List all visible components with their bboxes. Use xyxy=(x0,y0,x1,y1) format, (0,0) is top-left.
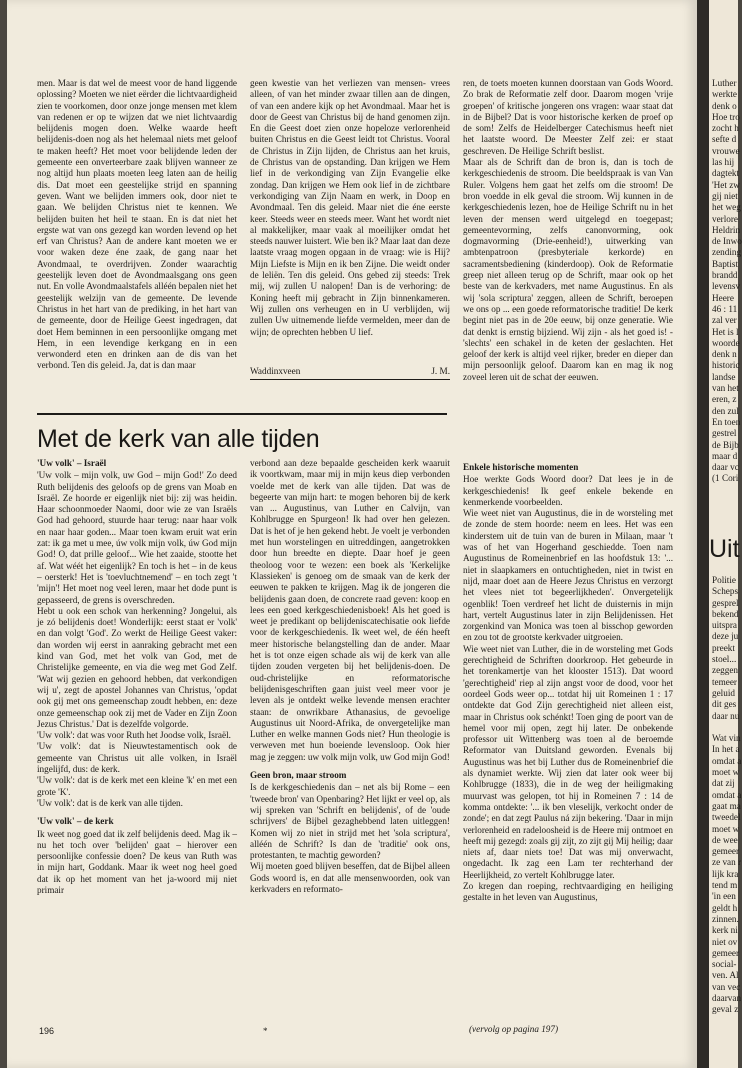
paragraph: 'Uw volk': dat is de kerk van alle tijden. xyxy=(37,797,183,808)
article-column-3 xyxy=(463,462,673,1017)
cropped-line: daar vc xyxy=(712,462,739,473)
cropped-line: geldt h xyxy=(712,902,738,913)
spacer xyxy=(250,763,450,770)
cropped-line: het weg xyxy=(712,202,741,213)
cropped-line: dat zij xyxy=(712,778,735,789)
cropped-line: zocht h xyxy=(712,123,739,134)
next-page-heading: Uit xyxy=(709,535,740,563)
cropped-line: maar d xyxy=(712,450,738,461)
cropped-line xyxy=(712,722,738,733)
paragraph: geen kwestie van het verliezen van mensen- vrees alleen, of van het minder zwaar tillen aan de dingen, of van een andere kijk op het Avondmaal. Maar het is door de Geest van Christus bij de hand genomen zijn. En die Geest doet zien onze hopeloze verlorenheid buiten Christus en die Geest leidt tot Christus. Vooral de Christus in Zijn lijden, de Christus aan het kruis, de Christus van de opstanding. Dan krijgen we Hem lief in de verkondiging van Zijn Evangelie elke zondag. Dan krijgen we Hem ook lief in de zichtbare verkondiging van Zijn Naam en werk, in Doop en Avondmaal. Ten dis geleid. Maar niet die éne eerste keer. Steeds weer en steeds meer. Want het wordt niet al makkelijker, maar vaak al moeilijker omdat het steeds nauwer luistert. Wie ben ik? Maar laat dan deze laatste vraag mogen opgaan in de vraag: wie is Hij? Mijn Liefste is Mijn en ik ben Zijne. Die weidt onder de leliën. Ten dis geleid. Ons gebed zij steeds: Trek mij, wij zullen U nalopen! Dan is de verhoring: de Koning heeft mij gebracht in Zijn binnenkameren. Wij zullen ons verheugen en in U verblijden, wij zullen Uw uitnemende liefde vermelden, meer dan de wijn; de oprechten hebben U lief. xyxy=(250,78,450,337)
cropped-line: deze ju xyxy=(712,631,739,642)
cropped-line: tend m xyxy=(712,880,738,891)
cropped-line: zal ver xyxy=(712,315,737,326)
cropped-line: denk n xyxy=(712,349,737,360)
cropped-line: social- xyxy=(712,959,737,970)
cropped-line: zending xyxy=(712,247,742,258)
cropped-line: Heldrin xyxy=(712,224,741,235)
cropped-line: landse xyxy=(712,371,736,382)
article-column-2 xyxy=(250,458,450,1013)
paragraph: Is de kerkgeschiedenis dan – net als bij Rome – een 'tweede bron' van Openbaring? Het lijkt er veel op, als wij spreken van 'Schrift en belijdenis', of de 'oude schrijvers' de Bijbel gezaghebbend laten uitleggen! Komen wij zo niet in strijd met het 'sola scriptura', alléén de Schrift? Is dan de 'traditie' ook ons, protestanten, te machtig geworden? xyxy=(250,782,450,861)
cropped-line: Politie xyxy=(712,575,736,585)
cropped-line: moet w xyxy=(712,823,740,834)
cropped-line: vrouwe xyxy=(712,145,740,156)
cropped-line: preekt xyxy=(712,642,735,653)
cropped-line: woorde xyxy=(712,337,740,348)
paragraph: Hoe werkte Gods Woord door? Dat lees je in de kerkgeschiedenis! Ik geef enkele bekende en kenmerkende voorbeelden. xyxy=(463,474,673,507)
cropped-line: stoel... xyxy=(712,654,737,665)
signature xyxy=(250,366,450,376)
cropped-line: lijk kra xyxy=(712,868,739,879)
paragraph: 'Uw volk': dat was voor Ruth het Joodse volk, Israël. xyxy=(37,730,231,741)
cropped-line: de wee xyxy=(712,834,738,845)
cropped-line: dagtekt xyxy=(712,168,740,179)
cropped-line: zeggen xyxy=(712,665,739,676)
page-gutter xyxy=(697,0,709,1068)
cropped-line: Baptist xyxy=(712,258,739,269)
cropped-line: historic xyxy=(712,360,740,371)
paragraph: 'Uw volk': dat is Nieuwtestamentisch ook de gemeente van Christus uit alle volken, in Israël ingelijfd, dus: de kerk. xyxy=(37,741,237,775)
cropped-line: omdat a xyxy=(712,755,742,766)
cropped-line: 'Het zw xyxy=(712,179,740,190)
cropped-line: van vec xyxy=(712,981,741,992)
cropped-line: Scheps xyxy=(712,586,739,597)
cropped-line: omdat a xyxy=(712,789,742,800)
paragraph: Maar als de Schrift dan de bron is, dan is toch de kerkgeschiedenis de stroom. Die beeldspraak is van Van Ruler. Volgens hem gaat het zelfs om die stroom! De bron voedde in elk geval die stroom. Wij kunnen in de kerkgeschiedenis lezen, hoe de Heilige Schrift nu in het leven der mensen werd uitgelegd en toegepast; gemeentevorming, zelfs canonvorming, ook dogmavorming (Drie-eenheid!), uitwerking van ambtenpatroon (presbyteriale kerkorde) en sacramentsbediening (kinderdoop). Ook de Reformatie greep niet alleen terug op de Schrift, maar ook op het beste van de kerkvaders, met name Augustinus. En als wij 'sola scriptura' zeggen, alleen de Schrift, beroepen we ons op ... een goede reformatorische traditie! De kerk begint niet pas in de 20e eeuw, bij onze generatie. Wie dat denkt is ernstig bijziend. Wij zijn - als het goed is! - 'slechts' een schakel in de keten der geslachten. Het geloof der kerk is altijd veel rijker, breder en dieper dan mijn persoonlijk geloof. Daarom kan en mag ik nog zoveel leren uit de schat der eeuwen. xyxy=(463,157,673,382)
signature-initials: J. M. xyxy=(431,366,450,376)
top-column-3 xyxy=(463,78,673,455)
cropped-line: Luther xyxy=(712,78,737,88)
cropped-line: geval z xyxy=(712,1004,739,1015)
cropped-line: denk o xyxy=(712,100,737,111)
cropped-line: bekend xyxy=(712,608,739,619)
article-column-1 xyxy=(37,458,237,1013)
cropped-line: moet w xyxy=(712,767,740,778)
cropped-line: gesprel xyxy=(712,597,739,608)
cropped-line: temeer xyxy=(712,676,737,687)
paragraph: Wie weet niet van Augustinus, die in de worsteling met de zonde de stem hoorde: neem en lees. Het was een kinderstem uit de tuin van de buren in Milaan, maar 't was of het van Hogerhand geschiedde. Toen nam Augustinus de Romeinenbrief en las hoofdstuk 13: '... niet in slaapkamers en ontuchtigheden, niet in twist en nijd, maar doet aan de Heere Jezus Christus en verzorgt het vlees niet tot begeerlijkheden'. Onvergetelijk ogenblik! Toen verdreef het licht de duisternis in mijn hart, vertelt Augustinus later in zijn Belijdenissen. Het zorgenkind van Monica was toen al bisschop geworden en zou tot de grootste kerkvader uitgroeien. xyxy=(463,508,673,643)
cropped-line: van het xyxy=(712,383,739,394)
cropped-line: zinnen. xyxy=(712,913,739,924)
top-column-1 xyxy=(37,78,237,408)
cropped-line: eren, z xyxy=(712,394,737,405)
footer-mark: * xyxy=(263,1026,268,1036)
cropped-line: gestrel xyxy=(712,428,737,439)
cropped-line: uitspra xyxy=(712,620,738,631)
cropped-line: de Inwo xyxy=(712,236,742,247)
paragraph: Wij moeten goed blijven beseffen, dat de Bijbel alleen Gods woord is, en dat alle mensenwoorden, ook van kerkvaders en reformato- xyxy=(250,861,450,894)
cropped-line: 'in een xyxy=(712,891,736,902)
cropped-line: sefte d xyxy=(712,134,737,145)
cropped-line: las hij xyxy=(712,157,735,168)
cropped-line: Wat vin xyxy=(712,733,741,744)
cropped-line: dit ges xyxy=(712,699,737,710)
right-page-edge xyxy=(709,0,742,1068)
paragraph: 'Uw volk': dat is de kerk met een kleine 'k' en met een grote 'K'. xyxy=(37,775,237,797)
next-page-bottom-text xyxy=(712,575,742,1016)
paragraph: verbond aan deze bepaalde gescheiden kerk waaruit ik voortkwam, maar mij in mijn keus diep verbonden voelde met de kerk van alle tijden. Dat was de begeerte van mijn hart: te mogen behoren bij de kerk van ... Augustinus, van Luther en Calvijn, van Kohlbrugge en Spurgeon! Ik had over hen gelezen. Dat is het of je hen gekend hebt. Je voelt je verbonden met hun worstelingen en uitreddingen, aangetrokken door hun breedte en diepte. Daar hoef je geen theoloog voor te wezen: een boek als 'Kerkelijke Klassieken' is genoeg om de smaak van de kerk der eeuwen te pakken te krijgen. Mag ik de jongeren die belijdenis gaan doen, de concrete raad geven: koop en lees een goed kerkgeschiedenisboek! Als het goed is weet je predikant op belijdeniscatechisatie ook liefde voor de kerkgeschiedenis. Ik weet wel, de één heeft meer historische belangstelling dan de ander. Maar het is tot onze eigen schade als wij de kerk van alle tijden zouden vergeten bij het belijdenis-doen. De oud-christelijke en reformatorische belijdenisgeschriften gaan juist veel meer voor je leven als je ontdekt welke levende mensen erachter staan: de onwrikbare Athanasius, de gevoelige Augustinus uit Noord-Afrika, de onvergetelijke man Luther en welke mannen Gods niet? Hun theologie is verweven met hun boeiende levensloop. Ook hier mag je zeggen: uw volk mijn volk, uw God mijn God! xyxy=(250,458,450,762)
page-number: 196 xyxy=(39,1026,55,1036)
cropped-line: den zul xyxy=(712,405,739,416)
next-page-top-text xyxy=(712,78,742,485)
cropped-line: de Bijb xyxy=(712,439,739,450)
subheading: Enkele historische momenten xyxy=(463,462,579,472)
cropped-line: gij niet xyxy=(712,190,738,201)
cropped-line: 46 : 11 xyxy=(712,303,738,314)
cropped-line: gemeer xyxy=(712,846,740,857)
signature-place: Waddinxveen xyxy=(250,366,301,376)
paragraph: 'Uw volk – mijn volk, uw God – mijn God!' Zo deed Ruth belijdenis des geloofs op de grens van Moab en Israël. Ze hoorde er eigenlijk niet bij: zij was heidin. Haar schoonmoeder Naomi, door wie ze van Israëls God had gehoord, stuurde haar terug: naar haar volk en naar haar goden... Maar toen kwam eruit wat erin zat: ik ga met u mee, úw volk mijn volk, úw God mijn God! O, dat prille geloof... Wie het zaaide, stootte het af. Wat wéét het eigenlijk? En toch is het – in de keus – oersterk! Het is 'toevluchtnemend' – en toch zegt 't 'mijn'! Het moet nog veel leren, maar het dode punt is gepasseerd, de grens is overschreden. xyxy=(37,470,237,605)
cropped-line: In het a xyxy=(712,744,740,755)
cropped-line: tweedel xyxy=(712,812,741,823)
cropped-line: verlore xyxy=(712,213,739,224)
cropped-line: ze van r xyxy=(712,857,742,868)
top-column-2 xyxy=(250,78,450,378)
paragraph: ren, de toets moeten kunnen doorstaan van Gods Woord. Zo brak de Reformatie zelf door. Daarom mogen 'vrije groepen' of kritische jongeren ons vragen: waar staat dat in de Bijbel? Dat is voor historische kerken de proef op de som! Zelfs de Heidelberger Catechismus heeft niet het laatste woord. De Meester Zelf zei: er staat geschreven. De Heilige Schrift beslist. xyxy=(463,78,673,156)
cropped-line: En toen xyxy=(712,416,741,427)
section-divider xyxy=(37,413,447,415)
paragraph: Hebt u ook een schok van herkenning? Jongelui, als je zó belijdenis doet! Wonderlijk: eerst staat er 'volk' en dan volgt 'God'. Zo werkt de Heilige Geest vaker: dan worden wij eerst in aanraking gebracht met een kind van God, met het volk van God, met de Christelijke gemeente, en via die weg met God Zelf. 'Wat wij gezien en gehoord hebben, dat verkondigen wij u', zegt de apostel Johannes van Christus, 'opdat ook gij met ons gemeenschap zoudt hebben, en: deze onze gemeenschap ook zij met de Vader en Zijn Zoon Jezus Christus.' Dat is dezelfde volgorde. xyxy=(37,605,237,729)
cropped-line: Het is l xyxy=(712,326,739,337)
cropped-line: daarvan xyxy=(712,992,742,1003)
cropped-line: (1 Cori xyxy=(712,473,739,484)
cropped-line: gaat ma xyxy=(712,800,741,811)
cropped-line: kerk ni xyxy=(712,925,738,936)
cropped-line: gemeer xyxy=(712,947,740,958)
signature-rule xyxy=(250,379,450,380)
cropped-line: daar nu xyxy=(712,710,740,721)
article-title: Met de kerk van alle tijden xyxy=(37,425,320,453)
left-page xyxy=(7,0,697,1068)
spacer xyxy=(37,809,237,816)
paragraph: men. Maar is dat wel de meest voor de hand liggende oplossing? Moeten we niet eërder die lichtvaardigheid zien te voorkomen, door onze jonge mensen met klem van redenen er op te wijzen dat we niet lichtvaardig belijdenis mogen doen. Welke waarde heeft belijdenis-doen nog als het helemaal niets met geloof te maken heeft? Het moet voor belijdende leden der gemeente een onverteerbare zaak blijven wanneer ze nog altijd hun plaats moeten leeg laten aan de heilig dis. Dat moet een geestelijke strijd en spanning geven. Want we belijden immers ook, door niet te gaan. We belijden Christus niet te kennen. We belijden buiten het heil te staan. En is dat niet het ergste wat van ons gezegd kan worden levend op het erf van Christus? Aan de andere kant moeten we er voor waken deze éne zaak, de gang naar het Avondmaal, te overdrijven. Zonder waarachtig geestelijk leven doet de Avondmaalsgang ons geen nut. En volle Avondmaalstafels alléén bepalen niet het geestelijk welzijn van de gemeente. De levende Christus in het hart van de prediking, in het hart van de gemeente, door de Heilige Geest ingedragen, dat doet Hem beminnen in een persoonlijke omgang met Hem, in een levendige kerkgang en in een verwonderd eten en drinken aan de dis van het verbond. Ten dis geleid. Ja, dat is dan maar xyxy=(37,78,237,371)
cropped-line: brandd xyxy=(712,270,738,281)
cropped-line: geluid xyxy=(712,687,735,698)
paragraph: Wie weet niet van Luther, die in de worsteling met Gods gerechtigheid de Schriften doorkroop. Het gebeurde in het torenkamertje van het klooster 1513). Dat woord 'gerechtigheid' riep al zijn angst voor de dood, voor het oordeel Gods weer op... totdat hij uit Romeinen 1 : 17 ontdekte dat God Zijn gerechtigheid niet alleen eist, maar in Christus ook schénkt! Toen ging de poort van de hemel voor mij open, zegt hij later. De onbekende professor uit Wittenberg was toen al de beroemde Reformator van Duitsland geworden. Evenals bij Augustinus was het bij Luther dus de Romeinenbrief die als dynamiet werkte. Wij zien dat later ook weer bij Kohlbrugge (1833), die in de weg der heiligmaking muurvast was gelopen, tot hij in Romeinen 7 : 14 de komma ontdekte: '... ik ben vleselijk, verkocht onder de zonde'; en dat zegt Paulus ná zijn bekering. 'Daar in mijn verlorenheid en radeloosheid is de Heere mij ontmoet en heeft mij gezegd: zoals gij zijt, zo zijt gij Mij heilig; daar niets af, daar niets toe! Dat was mij onverwacht, ongedacht. Ik zag een Lam ter rechterhand der Heerlijkheid, zo vertelt Kohlbrugge later. xyxy=(463,643,673,880)
subheading: 'Uw volk' – Israël xyxy=(37,458,107,468)
subheading: Geen bron, maar stroom xyxy=(250,770,347,781)
cropped-line: Heere xyxy=(712,292,734,303)
subheading: 'Uw volk' – de kerk xyxy=(37,816,114,827)
continued-note: (vervolg op pagina 197) xyxy=(469,1024,559,1034)
cropped-line: ven. Al xyxy=(712,970,739,981)
cropped-line: Hoe tro xyxy=(712,111,740,122)
paragraph: Ik weet nog goed dat ik zelf belijdenis deed. Mag ik – nu het toch over 'belijden' gaat – hierover een persoonlijke confessie doen? De keus van Ruth was in mijn hart, Goddank. Maar ik weet nog heel goed dat ik op het moment van het ja-woord mij niet primair xyxy=(37,828,237,895)
cropped-line: niet ov xyxy=(712,936,738,947)
cropped-line: werkte xyxy=(712,89,737,100)
cropped-line: levensv xyxy=(712,281,741,292)
paragraph: Zo kregen dan roeping, rechtvaardiging en heiliging gestalte in het leven van Augustinus, xyxy=(463,880,673,903)
